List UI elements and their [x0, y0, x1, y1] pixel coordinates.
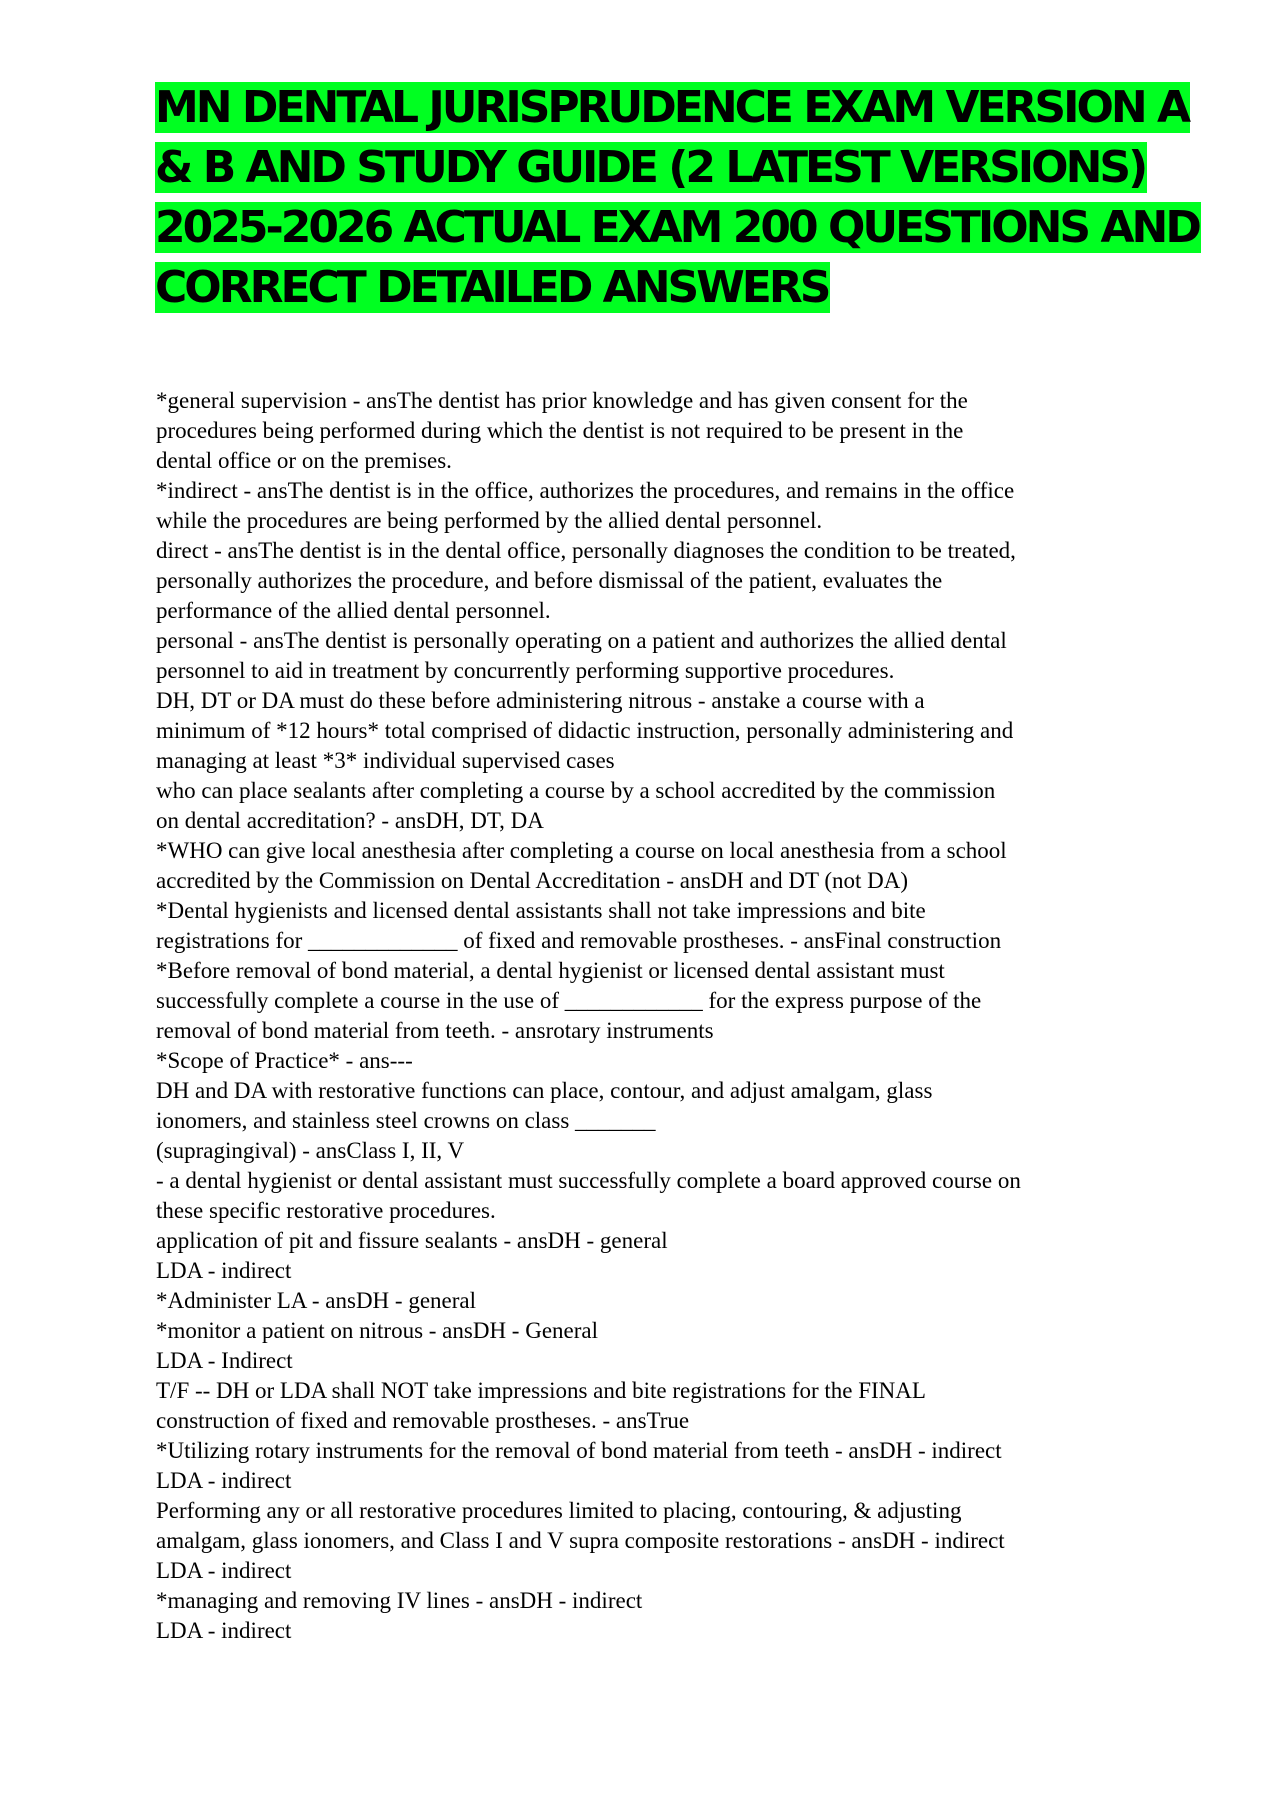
- body-line: *managing and removing IV lines - ansDH - indirect: [156, 1588, 643, 1613]
- document-body: [156, 386, 1146, 1646]
- title-line: MN DENTAL JURISPRUDENCE EXAM VERSION A: [155, 82, 1189, 133]
- body-line: dental office or on the premises.: [156, 448, 452, 473]
- title-line: CORRECT DETAILED ANSWERS: [155, 262, 829, 313]
- body-line: *Administer LA - ansDH - general: [156, 1288, 477, 1313]
- body-line: registrations for _____________ of fixed and removable prostheses. - ansFinal construction: [156, 928, 1002, 953]
- body-line: application of pit and fissure sealants - ansDH - general: [156, 1228, 668, 1253]
- body-line: - a dental hygienist or dental assistant must successfully complete a board approved course on: [156, 1168, 1021, 1193]
- body-line: while the procedures are being performed by the allied dental personnel.: [156, 508, 823, 533]
- body-line: who can place sealants after completing a course by a school accredited by the commission: [156, 778, 996, 803]
- body-line: removal of bond material from teeth. - ansrotary instruments: [156, 1018, 714, 1043]
- body-line: *monitor a patient on nitrous - ansDH - General: [156, 1318, 598, 1343]
- body-line: minimum of *12 hours* total comprised of didactic instruction, personally administering and: [156, 718, 1014, 743]
- body-line: *WHO can give local anesthesia after completing a course on local anesthesia from a school: [156, 838, 1007, 863]
- body-line: *Before removal of bond material, a dental hygienist or licensed dental assistant must: [156, 958, 945, 983]
- body-line: *indirect - ansThe dentist is in the office, authorizes the procedures, and remains in the office: [156, 478, 1015, 503]
- body-line: *Utilizing rotary instruments for the removal of bond material from teeth - ansDH - indirect: [156, 1438, 1002, 1463]
- title-line: & B AND STUDY GUIDE (2 LATEST VERSIONS): [155, 142, 1146, 193]
- body-line: procedures being performed during which the dentist is not required to be present in the: [156, 418, 964, 443]
- body-line: *Scope of Practice* - ans---: [156, 1048, 413, 1073]
- body-line: personnel to aid in treatment by concurrently performing supportive procedures.: [156, 658, 895, 683]
- body-line: LDA - indirect: [156, 1258, 292, 1283]
- body-line: these specific restorative procedures.: [156, 1198, 496, 1223]
- body-line: personal - ansThe dentist is personally operating on a patient and authorizes the allied dental: [156, 628, 1007, 653]
- title-line: 2025-2026 ACTUAL EXAM 200 QUESTIONS AND: [155, 202, 1199, 253]
- body-line: successfully complete a course in the use of ____________ for the express purpose of the: [156, 988, 982, 1013]
- body-line: DH and DA with restorative functions can place, contour, and adjust amalgam, glass: [156, 1078, 933, 1103]
- body-line: managing at least *3* individual supervised cases: [156, 748, 615, 773]
- body-line: T/F -- DH or LDA shall NOT take impressions and bite registrations for the FINAL: [156, 1378, 926, 1403]
- body-line: ionomers, and stainless steel crowns on class _______: [156, 1108, 656, 1133]
- body-line: personally authorizes the procedure, and before dismissal of the patient, evaluates the: [156, 568, 943, 593]
- body-line: amalgam, glass ionomers, and Class I and V supra composite restorations - ansDH - indirect: [156, 1528, 1005, 1553]
- body-line: performance of the allied dental personnel.: [156, 598, 551, 623]
- body-line: construction of fixed and removable prostheses. - ansTrue: [156, 1408, 690, 1433]
- body-line: direct - ansThe dentist is in the dental office, personally diagnoses the condition to be treated,: [156, 538, 1016, 563]
- body-line: accredited by the Commission on Dental Accreditation - ansDH and DT (not DA): [156, 868, 909, 893]
- body-line: LDA - indirect: [156, 1468, 292, 1493]
- body-line: (supragingival) - ansClass I, II, V: [156, 1138, 465, 1163]
- body-line: Performing any or all restorative procedures limited to placing, contouring, & adjusting: [156, 1498, 962, 1523]
- document-title: [155, 78, 1199, 318]
- body-line: LDA - Indirect: [156, 1348, 293, 1373]
- body-line: *general supervision - ansThe dentist has prior knowledge and has given consent for the: [156, 388, 968, 413]
- body-line: LDA - indirect: [156, 1558, 292, 1583]
- body-line: *Dental hygienists and licensed dental assistants shall not take impressions and bite: [156, 898, 926, 923]
- body-line: DH, DT or DA must do these before administering nitrous - anstake a course with a: [156, 688, 925, 713]
- body-line: LDA - indirect: [156, 1618, 292, 1643]
- body-line: on dental accreditation? - ansDH, DT, DA: [156, 808, 544, 833]
